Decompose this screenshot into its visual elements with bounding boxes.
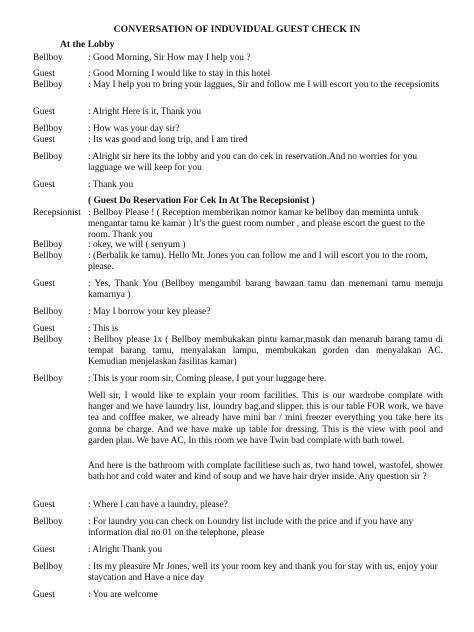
document-title: CONVERSATION OF INDUVIDUAL GUEST CHECK IN: [113, 24, 361, 35]
line-text: : Bellboy please 1x ( Bellboy membukakan pintu kamar,masuk dan menaruh barang tamu di tempat barang tamu, menyalakan lampu, membukakan gorden dan menyalakan AC. Kemudian menjelaskan fasilitas kamar): [88, 335, 443, 368]
speaker-label: Guest: [33, 545, 55, 555]
speaker-label: Guest: [33, 135, 55, 145]
line-text: : (Berbalik ke tamu). Hello Mr. Jones you can follow me and I will escort you to the room, please.: [88, 251, 428, 273]
line-text: : Alright Here is it, Thank you: [88, 107, 202, 117]
speaker-label: Bellboy: [33, 240, 63, 250]
speaker-label: Bellboy: [33, 335, 63, 345]
speaker-label: Bellboy: [33, 53, 63, 63]
line-text: : Alright Thank you: [88, 545, 163, 555]
speaker-label: Guest: [33, 590, 55, 600]
line-text: : May I help you to bring your laggues, Sir and follow me I will escort you to the recepsionits: [88, 80, 439, 90]
speaker-label: Bellboy: [33, 562, 63, 572]
speaker-label: Bellboy: [33, 374, 63, 384]
speaker-label: Guest: [33, 324, 55, 334]
line-text: : Alright sir here its the lobby and you can do cek in reservation.And no worries for you lagguage we will keep for you: [88, 152, 418, 174]
line-text: : Its was good and long trip, and I am tired: [88, 135, 248, 145]
line-text: : For laundry you can check on Loundry list include with the price and if you have any information dial no 01 on the telephone, please: [88, 517, 414, 539]
speaker-label: Recepsionist: [33, 208, 81, 218]
speaker-label: Guest: [33, 500, 55, 510]
line-text: : Where I can have a laundry, please?: [88, 500, 228, 510]
line-text: : okey, we will ( senyum ): [88, 240, 186, 250]
line-text: : Good Morning I would like to stay in this hotel: [88, 69, 271, 79]
room-facilities-paragraph: Well sir, I would like to explain your room facilities. This is our wardrobe complate with hanger and we have laundry list, loundry bag,and slipper. this is our table FOR work, we have tea and cofffee maker, we already have mini bar / mini freezer everything you take here its gonna be charge. And we have make up table for dressing. This is the view with pool and garden plan. We have AC, In this room we have Twin bad complate with bath towel.: [88, 391, 443, 446]
line-text: : This is your room sir, Coming please, I put your luggage here.: [88, 374, 327, 384]
speaker-label: Bellboy: [33, 152, 63, 162]
line-text: : Thank you: [88, 180, 134, 190]
line-text: : Bellboy Please ! ( Reception memberikan nomor kamar ke bellboy dan meminta untuk mengantar tamu ke kamar ) It’s the guest room number , and please escort the guest to the room. Thank you: [88, 208, 425, 241]
speaker-label: Bellboy: [33, 251, 63, 261]
line-text: : Its my pleasure Mr Jones, well its your room key and thank you for stay with us, enjoy your staycation and Have a nice day: [88, 562, 438, 584]
line-text: : May I borrow your key please?: [88, 307, 211, 317]
section-heading: ( Guest Do Reservation For Cek In At The Recepsionist ): [88, 196, 315, 206]
speaker-label: Bellboy: [33, 517, 63, 527]
line-text: : Good Morning, Sir How may I help you ?: [88, 53, 251, 63]
line-text: : Yes, Thank You (Bellboy mengambil barang bawaan tamu dan menemani tamu menuju kamarnya ): [88, 279, 443, 301]
speaker-label: Bellboy: [33, 80, 63, 90]
speaker-label: Guest: [33, 107, 55, 117]
speaker-label: Bellboy: [33, 124, 63, 134]
line-text: : You are welcome: [88, 590, 158, 600]
speaker-label: Guest: [33, 279, 55, 289]
speaker-label: Guest: [33, 180, 55, 190]
line-text: : This is: [88, 324, 119, 334]
line-text: : How was your day sir?: [88, 124, 180, 134]
section-subtitle: At the Lobby: [60, 39, 115, 50]
bathroom-paragraph: And here is the bathroom with complate facilitiese such as, two hand towel, wastofel, shower bath hot and cold water and kind of soup and we have hair dryer inside. Any question sir ?: [88, 461, 443, 483]
speaker-label: Guest: [33, 69, 55, 79]
speaker-label: Bellboy: [33, 307, 63, 317]
